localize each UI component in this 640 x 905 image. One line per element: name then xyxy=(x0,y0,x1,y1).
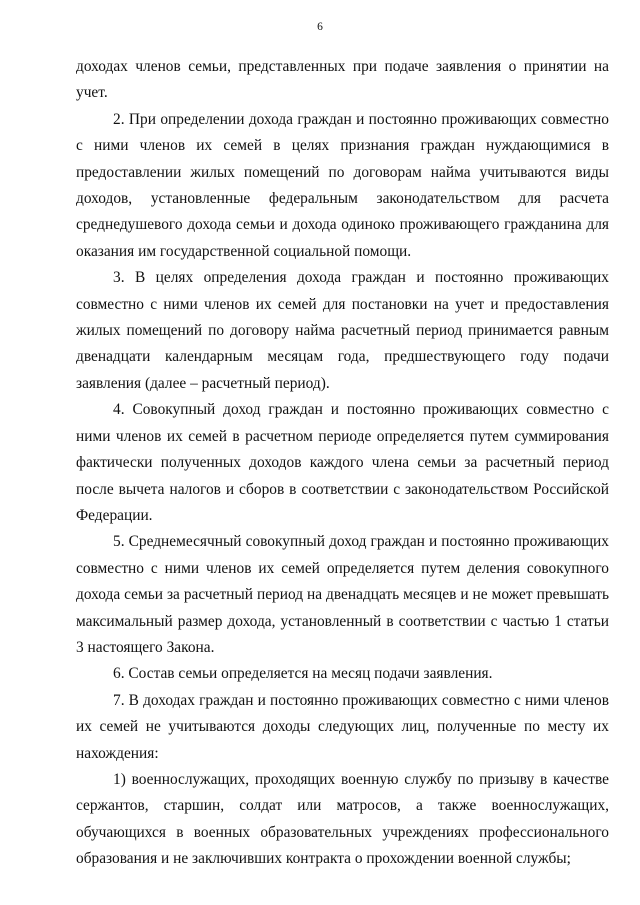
paragraph-item-5: 5. Среднемесячный совокупный доход граждан и постоянно проживающих совместно с ними членов их семей определяется путем деления совокупного дохода семьи за расчетный период на двенадцать месяцев и не может превышать максимальный размер дохода, установленный в соответствии с частью 1 статьи 3 настоящего Закона. xyxy=(76,533,609,656)
paragraph-subitem-1: 1) военнослужащих, проходящих военную службу по призыву в качестве сержантов, старшин, солдат или матросов, а также военнослужащих, обучающихся в военных образовательных учреждениях профессионального образования и не заключивших контракта о прохождении военной службы; xyxy=(76,770,609,868)
paragraph-item-3: 3. В целях определения дохода граждан и постоянно проживающих совместно с ними членов их семей для постановки на учет и предоставления жилых помещений по договору найма расчетный период принимается равным двенадцати календарным месяцам года, предшествующего году подачи заявления (далее – расчетный период). xyxy=(76,269,609,392)
document-body xyxy=(76,54,609,873)
paragraph-item-6: 6. Состав семьи определяется на месяц подачи заявления. xyxy=(113,665,493,683)
paragraph-item-2: 2. При определении дохода граждан и постоянно проживающих совместно с ними членов их семей в целях признания граждан нуждающимися в предоставлении жилых помещений по договорам найма учитываются виды доходов, установленные федеральным законодательством для расчета среднедушевого дохода семьи и дохода одиноко проживающего гражданина для оказания им государственной социальной помощи. xyxy=(76,110,609,260)
page-number: 6 xyxy=(317,21,323,33)
paragraph-item-4: 4. Совокупный доход граждан и постоянно проживающих совместно с ними членов их семей в расчетном периоде определяется путем суммирования фактически полученных доходов каждого члена семьи за расчетный период после вычета налогов и сборов в соответствии с законодательством Российской Федерации. xyxy=(76,401,609,524)
paragraph-continuation: доходах членов семьи, представленных при подаче заявления о принятии на учет. xyxy=(76,58,609,102)
paragraph-item-7: 7. В доходах граждан и постоянно проживающих совместно с ними членов их семей не учитываются доходы следующих лиц, полученные по месту их нахождения: xyxy=(76,691,609,762)
